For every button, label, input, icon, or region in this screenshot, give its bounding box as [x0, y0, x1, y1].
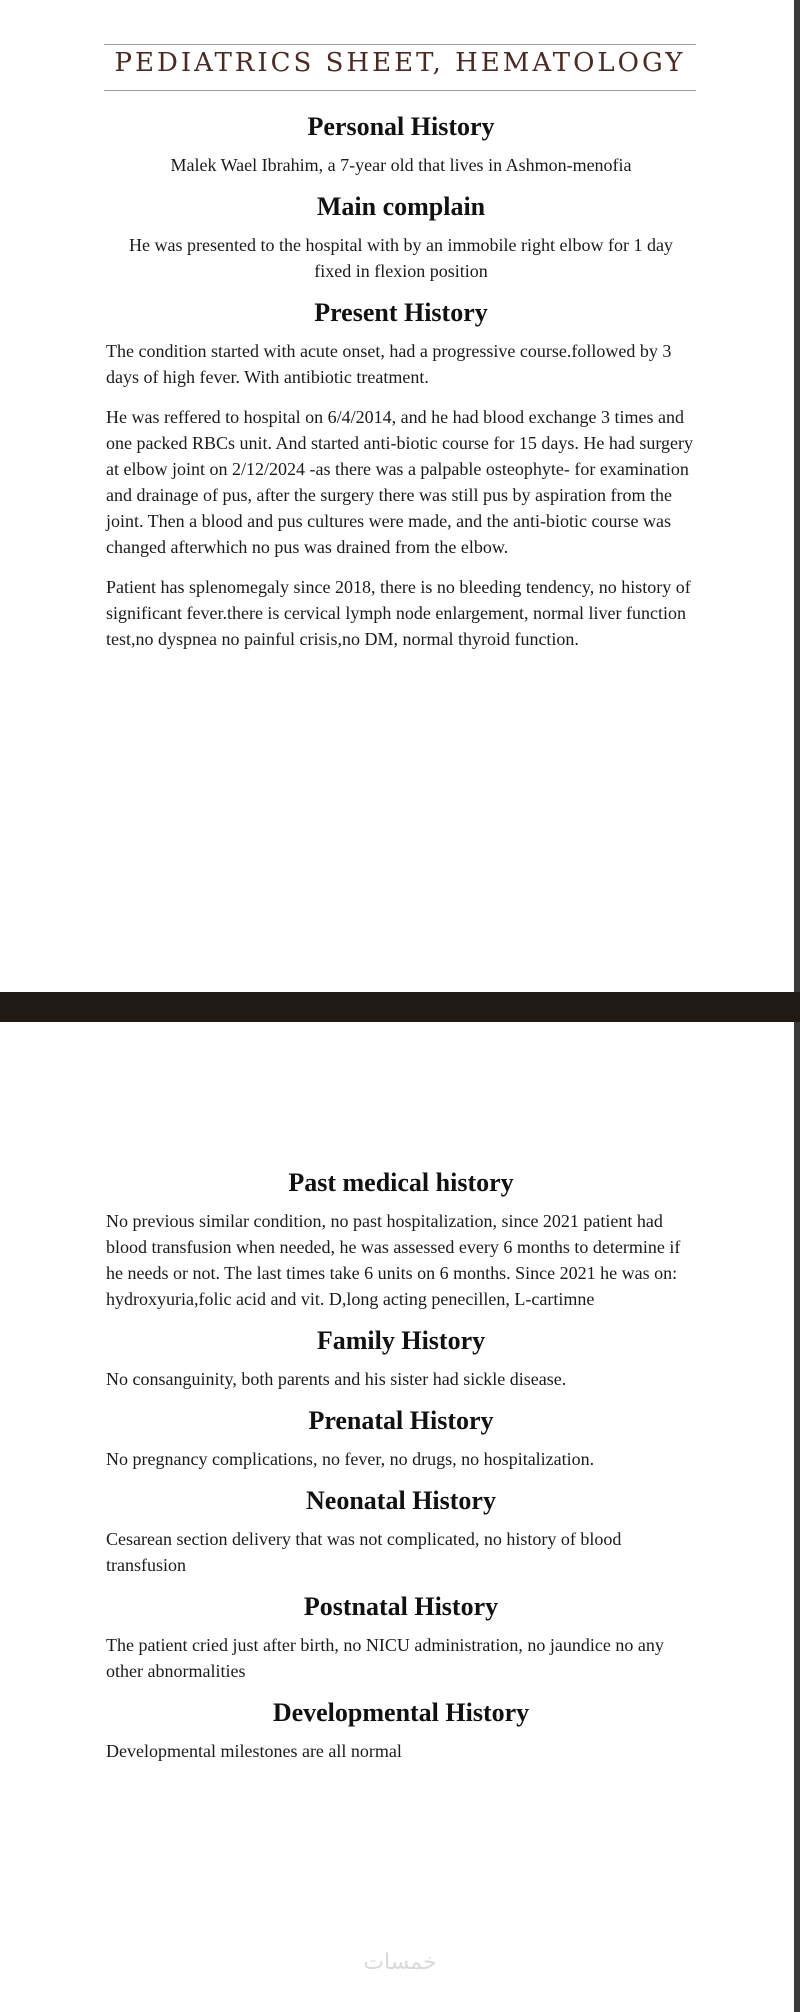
sheet-title: PEDIATRICS SHEET, HEMATOLOGY [114, 48, 686, 78]
page-2-content [106, 1168, 696, 1764]
prenatal-history-text: No pregnancy complications, no fever, no drugs, no hospitalization. [106, 1449, 595, 1469]
prenatal-history-heading: Prenatal History [308, 1406, 494, 1435]
present-history-heading: Present History [314, 298, 488, 327]
postnatal-history-heading: Postnatal History [303, 1592, 499, 1621]
present-history-paragraph: He was reffered to hospital on 6/4/2014, and he had blood exchange 3 times and one packed RBCs unit. And started anti-biotic course for 15 days. He had surgery at elbow joint on 2/12/2024 -as there was a palpable osteophyte- for examination and drainage of pus, after the surgery there was still pus by aspiration from the joint. Then a blood and pus cultures were made, and the anti-biotic course was changed afterwhich no pus was drained from the elbow. [106, 407, 694, 557]
present-history-paragraph: Patient has splenomegaly since 2018, there is no bleeding tendency, no history of significant fever.there is cervical lymph node enlargement, normal liver function test,no dyspnea no painful crisis,no DM, normal thyroid function. [106, 577, 691, 649]
page-1-content [106, 112, 696, 652]
neonatal-history-section [106, 1486, 696, 1578]
page-edge [794, 0, 800, 992]
family-history-text: No consanguinity, both parents and his sister had sickle disease. [106, 1369, 567, 1389]
personal-history-text: Malek Wael Ibrahim, a 7-year old that lives in Ashmon-menofia [170, 155, 632, 175]
prenatal-history-section [106, 1406, 696, 1472]
neonatal-history-heading: Neonatal History [306, 1486, 496, 1515]
watermark: خمسات [363, 1950, 437, 1975]
past-medical-history-text: No previous similar condition, no past hospitalization, since 2021 patient had blood transfusion when needed, he was assessed every 6 months to determine if he needs or not. The last times take 6 units on 6 months. Since 2021 he was on: hydroxyuria,folic acid and vit. D,long acting penecillen, L-cartimne [106, 1211, 681, 1309]
postnatal-history-text: The patient cried just after birth, no NICU administration, no jaundice no any other abnormalities [106, 1635, 664, 1681]
neonatal-history-text: Cesarean section delivery that was not complicated, no history of blood transfusion [106, 1529, 622, 1575]
main-complain-text: He was presented to the hospital with by an immobile right elbow for 1 day fixed in flexion position [129, 235, 673, 281]
personal-history-section [106, 112, 696, 178]
family-history-section [106, 1326, 696, 1392]
personal-history-heading: Personal History [307, 112, 495, 141]
developmental-history-text: Developmental milestones are all normal [106, 1741, 402, 1761]
developmental-history-section [106, 1698, 696, 1764]
page-divider [0, 992, 800, 1022]
present-history-section [106, 298, 696, 652]
page-edge [794, 1022, 800, 2012]
family-history-heading: Family History [316, 1326, 486, 1355]
header-top-rule [104, 44, 696, 45]
present-history-paragraph: The condition started with acute onset, had a progressive course.followed by 3 days of high fever. With antibiotic treatment. [106, 341, 672, 387]
main-complain-heading: Main complain [316, 192, 486, 221]
postnatal-history-section [106, 1592, 696, 1684]
developmental-history-heading: Developmental History [272, 1698, 530, 1727]
main-complain-section [106, 192, 696, 284]
header-bottom-rule [104, 90, 696, 91]
past-medical-history-heading: Past medical history [288, 1168, 514, 1197]
past-medical-history-section [106, 1168, 696, 1312]
document-page-1 [0, 0, 800, 992]
